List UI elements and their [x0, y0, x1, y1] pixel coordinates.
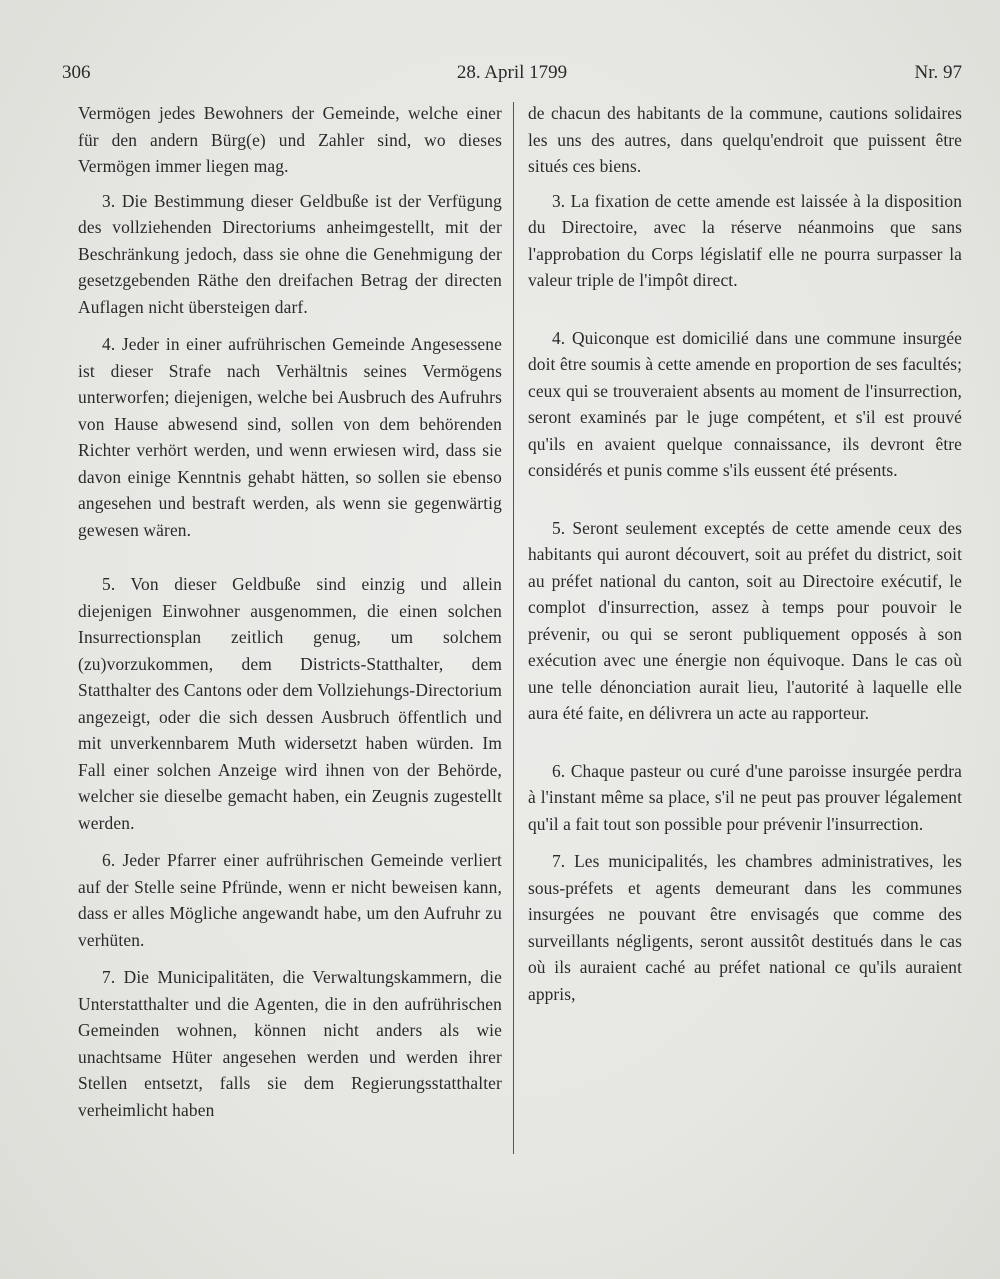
- german-paragraph-1: Vermögen jedes Bewohners der Gemeinde, welche einer für den andern Bürg(e) und Zahler sind, wo dieses Vermögen immer liegen mag.: [78, 103, 502, 176]
- german-paragraph-4: 5. Von dieser Geldbuße sind einzig und allein diejenigen Einwohner ausgenommen, die einen solchen Insurrectionsplan zeitlich genug, um solchem (zu)vorzukommen, dem Districts-Statthalter, dem Statthalter des Cantons oder dem Vollziehungs-Directorium angezeigt, oder die sich dessen Ausbruch öffentlich und mit unverkennbarem Muth widersetzt haben würden. Im Fall einer solchen Anzeige wird ihnen von der Behörde, welcher sie dieselbe gemacht haben, ein Zeugnis zugestellt werden.: [78, 574, 502, 833]
- page-number: 306: [62, 62, 91, 83]
- german-column: [78, 100, 502, 1123]
- document-number: Nr. 97: [914, 62, 962, 83]
- french-paragraph-1: de chacun des habitants de la commune, cautions solidaires les uns des autres, dans quelqu'endroit que puissent être situés ces biens.: [528, 103, 962, 176]
- german-paragraph-3: 4. Jeder in einer aufrührischen Gemeinde Angesessene ist dieser Strafe nach Verhältnis seines Vermögens unterworfen; diejenigen, welche bei Ausbruch des Aufruhrs von Hause abwesend sind, sollen von dem behörenden Richter verhört werden, und wenn erwiesen wird, dass sie davon einige Kenntnis gehabt hätten, so sollen sie ebenso angesehen und bestraft werden, als wenn sie gegenwärtig gewesen wären.: [78, 334, 502, 540]
- column-divider: [513, 102, 514, 1154]
- page-date: 28. April 1799: [456, 62, 568, 83]
- german-paragraph-6: 7. Die Municipalitäten, die Verwaltungskammern, die Unterstatthalter und die Agenten, die in den aufrührischen Gemeinden wohnen, können nicht anders als wie unachtsame Hüter angesehen werden und werden ihrer Stellen entsetzt, falls sie dem Regierungsstatthalter verheimlicht haben: [78, 967, 502, 1120]
- french-paragraph-4: 5. Seront seulement exceptés de cette amende ceux des habitants qui auront découvert, soit au préfet du district, soit au préfet national du canton, soit au Directoire exécutif, le complot d'insurrection, assez à temps pour pouvoir le prévenir, ou qui se seront publiquement opposés à son exécution avec une énergie non équivoque. Dans le cas où une telle dénonciation aurait lieu, l'autorité à laquelle elle aura été faite, en délivrera un acte au rapporteur.: [528, 517, 962, 723]
- french-column: [528, 100, 962, 1007]
- french-paragraph-2: 3. La fixation de cette amende est laissée à la disposition du Directoire, avec la réserve néanmoins que sans l'approbation du Corps législatif elle ne pourra surpasser la valeur triple de l'impôt direct.: [528, 190, 962, 290]
- french-paragraph-6: 7. Les municipalités, les chambres administratives, les sous-préfets et agents demeurant dans les communes insurgées ne pouvant être envisagés que comme des surveillants négligents, seront aussitôt destitués dans le cas où ils auraient caché au préfet national ce qu'ils auraient appris,: [528, 851, 962, 1004]
- page-header: [62, 62, 962, 92]
- french-paragraph-3: 4. Quiconque est domicilié dans une commune insurgée doit être soumis à cette amende en proportion de ses facultés; ceux qui se trouveraient absents au moment de l'insurrection, seront examinés par le juge compétent, et s'il est prouvé qu'ils en avaient quelque connaissance, ils devront être considérés et punis comme s'ils eussent été présents.: [528, 327, 962, 480]
- german-paragraph-5: 6. Jeder Pfarrer einer aufrührischen Gemeinde verliert auf der Stelle seine Pfründe, wenn er nicht beweisen kann, dass er alles Mögliche angewandt habe, um den Aufruhr zu verhüten.: [78, 850, 502, 950]
- german-paragraph-2: 3. Die Bestimmung dieser Geldbuße ist der Verfügung des vollziehenden Directoriums anheimgestellt, mit der Beschränkung jedoch, dass sie ohne die Genehmigung der gesetzgebenden Räthe den dreifachen Betrag der directen Auflagen nicht übersteigen darf.: [78, 190, 502, 317]
- french-paragraph-5: 6. Chaque pasteur ou curé d'une paroisse insurgée perdra à l'instant même sa place, s'il ne peut pas prouver légalement qu'il a fait tout son possible pour prévenir l'insurrection.: [528, 760, 962, 834]
